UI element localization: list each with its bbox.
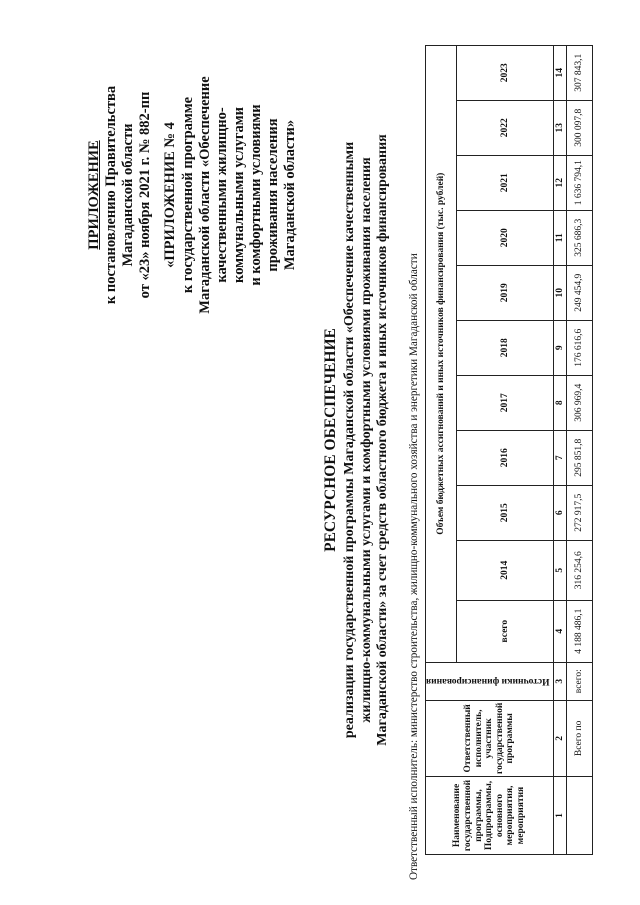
column-number-cell: 9 — [554, 320, 567, 375]
header-year-cell: 2021 — [456, 155, 553, 210]
row-value-cell: 300 097,8 — [567, 100, 593, 155]
header-year-cell: 2020 — [456, 210, 553, 265]
header-source-cell — [426, 662, 554, 700]
document-headline — [322, 75, 392, 805]
header-year-cell: 2017 — [456, 375, 553, 430]
row-value-cell: 316 254,6 — [567, 540, 593, 600]
column-number-cell: 1 — [554, 777, 567, 855]
row-value-cell: 176 616,6 — [567, 320, 593, 375]
row-executor-cell: Всего по — [567, 700, 593, 776]
appendix-line: к постановлению Правительства — [103, 85, 120, 305]
table-row — [567, 45, 593, 854]
headline-line: жилищно-коммунальными услугами и комфортными условиями проживания населения — [358, 157, 374, 723]
header-year-cell: 2019 — [456, 265, 553, 320]
row-value-cell: 325 686,3 — [567, 210, 593, 265]
row-value-cell: 306 969,4 — [567, 375, 593, 430]
header-year-cell: 2015 — [456, 485, 553, 540]
appendix-subtitle: «ПРИЛОЖЕНИЕ № 4 — [162, 122, 179, 268]
row-value-cell: 272 917,5 — [567, 485, 593, 540]
resource-table — [425, 45, 593, 855]
row-name-cell — [567, 777, 593, 855]
row-source-cell: всего: — [567, 662, 593, 700]
appendix-sub-line: к государственной программе — [179, 96, 196, 294]
column-number-cell: 14 — [554, 45, 567, 100]
header-year-cell: 2016 — [456, 430, 553, 485]
column-number-cell: 5 — [554, 540, 567, 600]
column-number-cell: 3 — [554, 662, 567, 700]
column-number-cell: 11 — [554, 210, 567, 265]
header-name-cell: Наименование государственной программы, Подпрограммы, основного мероприятия, мероприятия — [426, 777, 554, 855]
column-number-cell: 7 — [554, 430, 567, 485]
header-year-cell: 2014 — [456, 540, 553, 600]
row-total-cell: 4 188 486,1 — [567, 600, 593, 662]
header-executor-cell: Ответственный исполнитель, участник государственной программы — [426, 700, 554, 776]
headline-line: Магаданской области» за счет средств областного бюджета и иных источников финансирования — [375, 134, 391, 746]
appendix-sub-line: качественными жилищно- — [213, 107, 230, 283]
column-number-cell: 10 — [554, 265, 567, 320]
column-number-cell: 2 — [554, 700, 567, 776]
header-volume-cell: Объем бюджетных ассигнований и иных источников финансирования (тыс. рублей) — [426, 45, 457, 662]
appendix-sub-line: Магаданской области «Обеспечение — [196, 76, 213, 314]
column-number-cell: 4 — [554, 600, 567, 662]
column-number-cell: 6 — [554, 485, 567, 540]
appendix-date-line: от «23» ноября 2021 г. № 882-пп — [137, 91, 154, 299]
appendix-title: ПРИЛОЖЕНИЕ — [86, 140, 102, 250]
header-total-cell: всего — [456, 600, 553, 662]
column-number-cell: 8 — [554, 375, 567, 430]
appendix-sub-line: коммунальными услугами — [230, 107, 247, 283]
appendix-sub-line: Магаданской области» — [282, 119, 299, 271]
appendix-sub-line: проживания населения — [265, 118, 282, 272]
responsible-executor-line: Ответственный исполнитель: министерство строительства, жилищно-коммунального хозяйства и энергетики Магаданской области — [408, 253, 420, 880]
header-source-text: Источники финансирования — [426, 676, 550, 687]
column-number-cell: 13 — [554, 100, 567, 155]
appendix-block — [86, 5, 299, 385]
headline-title: РЕСУРСНОЕ ОБЕСПЕЧЕНИЕ — [322, 328, 339, 552]
header-year-cell: 2022 — [456, 100, 553, 155]
row-value-cell: 295 851,8 — [567, 430, 593, 485]
row-value-cell: 1 636 794,1 — [567, 155, 593, 210]
row-value-cell: 307 843,1 — [567, 45, 593, 100]
appendix-line: Магаданской области — [120, 123, 137, 267]
header-year-cell: 2018 — [456, 320, 553, 375]
row-value-cell: 249 454,9 — [567, 265, 593, 320]
headline-line: реализации государственной программы Магаданской области «Обеспечение качественными — [342, 141, 358, 739]
appendix-sub-line: и комфортными условиями — [247, 104, 264, 286]
column-number-cell: 12 — [554, 155, 567, 210]
header-year-cell: 2023 — [456, 45, 553, 100]
